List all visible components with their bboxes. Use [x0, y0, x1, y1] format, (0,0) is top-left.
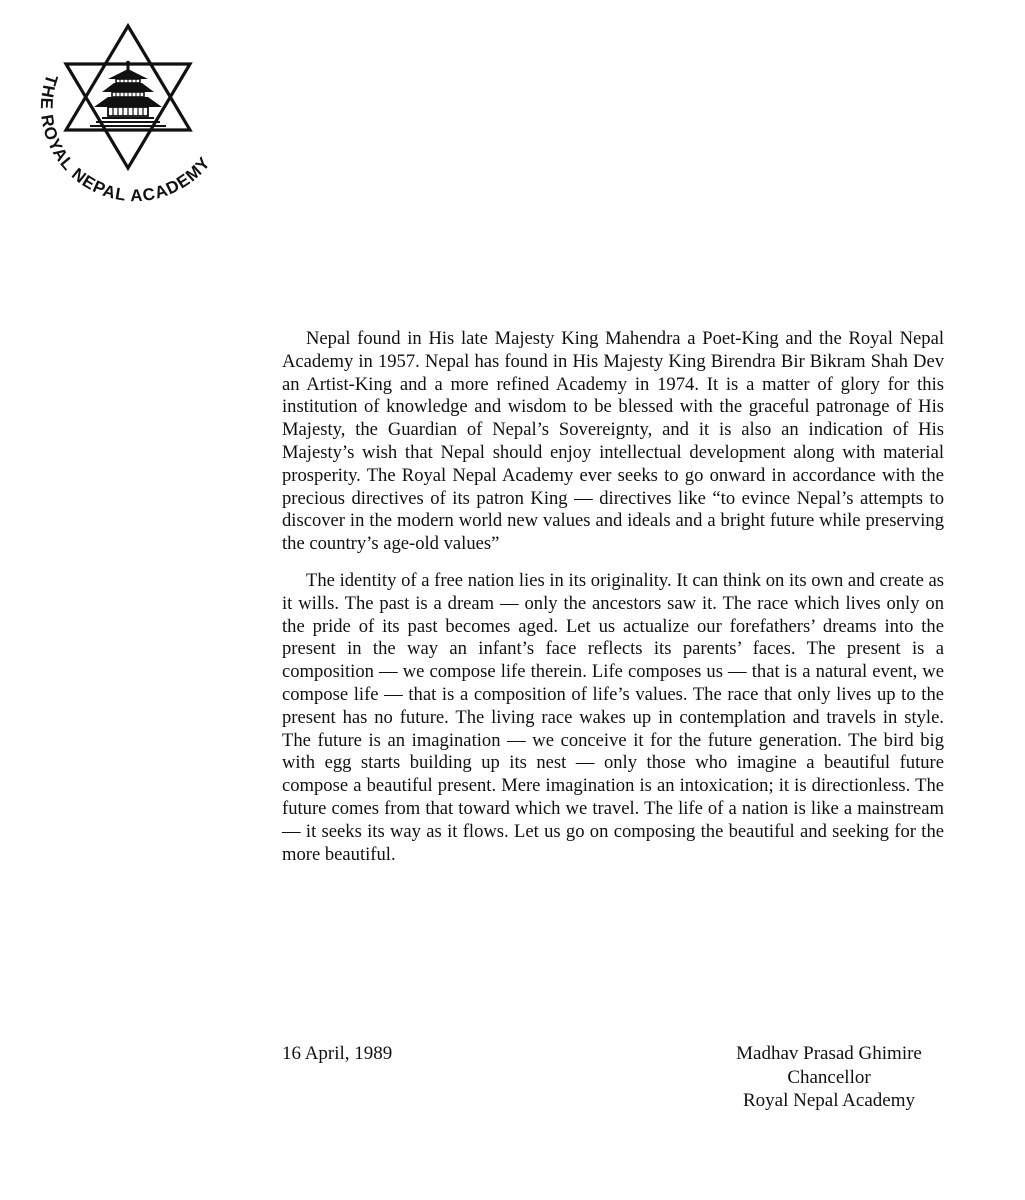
emblem-arc-text: THE ROYAL NEPAL ACADEMY — [36, 72, 215, 206]
pagoda-in-star-of-david-icon — [30, 18, 240, 218]
signatory-organization: Royal Nepal Academy — [742, 1090, 915, 1111]
foreword-paragraph-2: The identity of a free nation lies in its originality. It can think on its own and create as it wills. The past is a dream — only the ancestors saw it. The race which lives only on the pride of its past becomes aged. Let us actualize our forefathers’ dreams into the present in the way an infant’s face reflects its parents’ faces. The present is a composition — we compose life therein. Life composes us — that is a natural event, we compose life — that is a composition of life’s values. The race that only lives up to the present has no future. The living race wakes up in contemplation and travels in style. The future is an imagination — we conceive it for the future generation. The bird big with egg starts building up its nest — only those who imagine a beautiful future compose a beautiful present. Mere imagination is an intoxication; it is directionless. The future comes from that toward which we travel. The life of a nation is like a mainstream — it seeks its way as it flows. Let us go on composing the beautiful and seeking for the more beautiful. — [282, 569, 944, 865]
foreword-paragraph-1: Nepal found in His late Majesty King Mahendra a Poet-King and the Royal Nepal Academy in 1957. Nepal has found in His Majesty King Birendra Bir Bikram Shah Dev an Artist-King and a more refined Academy in 1974. It is a matter of glory for this institution of knowledge and wisdom to be blessed with the graceful patronage of His Majesty, the Guardian of Nepal’s Sovereignty, and it is also an indication of His Majesty’s wish that Nepal should enjoy intellectual development along with material prosperity. The Royal Nepal Academy ever seeks to go onward in accordance with the precious directives of its patron King — directives like “to evince Nepal’s attempts to discover in the modern world new values and ideals and a bright future while preserving the country’s age-old values” — [282, 328, 944, 555]
signature-block — [700, 1042, 958, 1113]
signatory-title: Chancellor — [787, 1066, 871, 1088]
letter-date: 16 April, 1989 — [282, 1043, 393, 1064]
foreword-body — [282, 328, 944, 880]
royal-nepal-academy-emblem — [30, 18, 240, 218]
signatory-name: Madhav Prasad Ghimire — [736, 1043, 922, 1064]
